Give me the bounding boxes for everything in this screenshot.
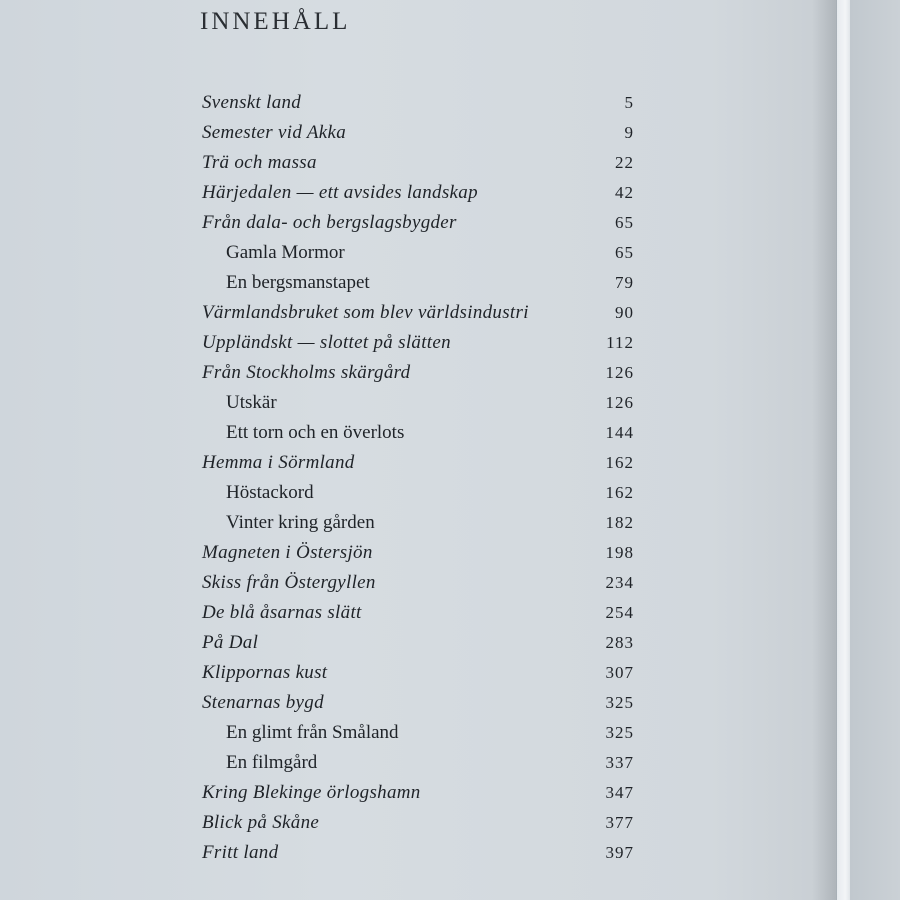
toc-entry-title: Värmlandsbruket som blev världsindustri xyxy=(202,302,529,323)
toc-entry xyxy=(202,178,634,208)
toc-page-number: 22 xyxy=(615,153,634,172)
toc-entry-title: Från Stockholms skärgård xyxy=(202,362,411,383)
page-gutter-shadow xyxy=(812,0,836,900)
toc-subentry xyxy=(202,418,634,448)
book-binding-edge xyxy=(836,0,851,900)
toc-page-number: 397 xyxy=(605,843,634,862)
toc-entry-title: Ett torn och en överlots xyxy=(226,422,405,443)
toc-subentry xyxy=(202,508,634,538)
toc-entry-title: På Dal xyxy=(202,632,259,653)
toc-entry-title: Utskär xyxy=(226,392,277,413)
toc-subentry xyxy=(202,478,634,508)
toc-entry-title: Svenskt land xyxy=(202,92,302,113)
toc-subentry xyxy=(202,718,634,748)
toc-entry xyxy=(202,118,634,148)
toc-entry-title: Kring Blekinge örlogshamn xyxy=(202,782,421,803)
toc-entry-title: Gamla Mormor xyxy=(226,242,345,263)
toc-page-number: 126 xyxy=(605,363,634,382)
toc-entry-title: De blå åsarnas slätt xyxy=(202,602,362,623)
toc-entry-title: Skiss från Östergyllen xyxy=(202,572,376,593)
toc-subentry xyxy=(202,238,634,268)
toc-entry-title: Fritt land xyxy=(202,842,279,863)
toc-page-number: 90 xyxy=(615,303,634,322)
toc-entry-title: Semester vid Akka xyxy=(202,122,347,143)
toc-page-number: 144 xyxy=(605,423,634,442)
toc-entry xyxy=(202,208,634,238)
toc-subentry xyxy=(202,388,634,418)
toc-page-number: 325 xyxy=(605,723,634,742)
toc-page-number: 337 xyxy=(605,753,634,772)
toc-entry xyxy=(202,628,634,658)
toc-entry xyxy=(202,88,634,118)
toc-page-number: 347 xyxy=(605,783,634,802)
toc-entry-title: Uppländskt — slottet på slätten xyxy=(202,332,451,353)
toc-entry xyxy=(202,568,634,598)
toc-entry-title: Trä och massa xyxy=(202,152,317,173)
toc-page-number: 162 xyxy=(605,453,634,472)
toc-entry xyxy=(202,688,634,718)
toc-page-number: 65 xyxy=(615,243,634,262)
toc-page-number: 9 xyxy=(624,123,634,142)
toc-page-number: 5 xyxy=(624,93,634,112)
toc-subentry xyxy=(202,748,634,778)
toc-entry xyxy=(202,448,634,478)
toc-page-number: 79 xyxy=(615,273,634,292)
toc-entry xyxy=(202,808,634,838)
toc-entry xyxy=(202,358,634,388)
toc-subentry xyxy=(202,268,634,298)
toc-page-number: 234 xyxy=(605,573,634,592)
toc-page-number: 307 xyxy=(605,663,634,682)
toc-entry xyxy=(202,598,634,628)
toc-page-number: 182 xyxy=(605,513,634,532)
toc-entry-title: En bergsmanstapet xyxy=(226,272,370,293)
toc-entry-title: En glimt från Småland xyxy=(226,722,399,743)
toc-entry-title: Stenarnas bygd xyxy=(202,692,324,713)
toc-page-number: 42 xyxy=(615,183,634,202)
toc-page-number: 162 xyxy=(605,483,634,502)
toc-page-number: 112 xyxy=(606,333,634,352)
toc-entry xyxy=(202,538,634,568)
toc-entry-title: Blick på Skåne xyxy=(202,812,320,833)
table-of-contents xyxy=(202,88,634,868)
toc-page-number: 65 xyxy=(615,213,634,232)
page-title: INNEHÅLL xyxy=(200,8,351,35)
toc-entry-title: En filmgård xyxy=(226,752,318,773)
toc-page-number: 254 xyxy=(605,603,634,622)
toc-entry-title: Vinter kring gården xyxy=(226,512,375,533)
toc-entry-title: Magneten i Östersjön xyxy=(202,542,373,563)
toc-entry xyxy=(202,658,634,688)
toc-entry xyxy=(202,838,634,868)
adjacent-page-edge xyxy=(850,0,900,900)
toc-page-number: 325 xyxy=(605,693,634,712)
toc-page-number: 126 xyxy=(605,393,634,412)
toc-entry xyxy=(202,778,634,808)
toc-page-number: 198 xyxy=(605,543,634,562)
toc-page-number: 283 xyxy=(605,633,634,652)
toc-entry xyxy=(202,148,634,178)
toc-page-number: 377 xyxy=(605,813,634,832)
toc-entry-title: Hemma i Sörmland xyxy=(202,452,355,473)
toc-entry xyxy=(202,298,634,328)
toc-entry-title: Härjedalen — ett avsides landskap xyxy=(202,182,478,203)
toc-entry xyxy=(202,328,634,358)
toc-entry-title: Höstackord xyxy=(226,482,314,503)
toc-entry-title: Klippornas kust xyxy=(202,662,328,683)
toc-entry-title: Från dala- och bergslagsbygder xyxy=(202,212,457,233)
